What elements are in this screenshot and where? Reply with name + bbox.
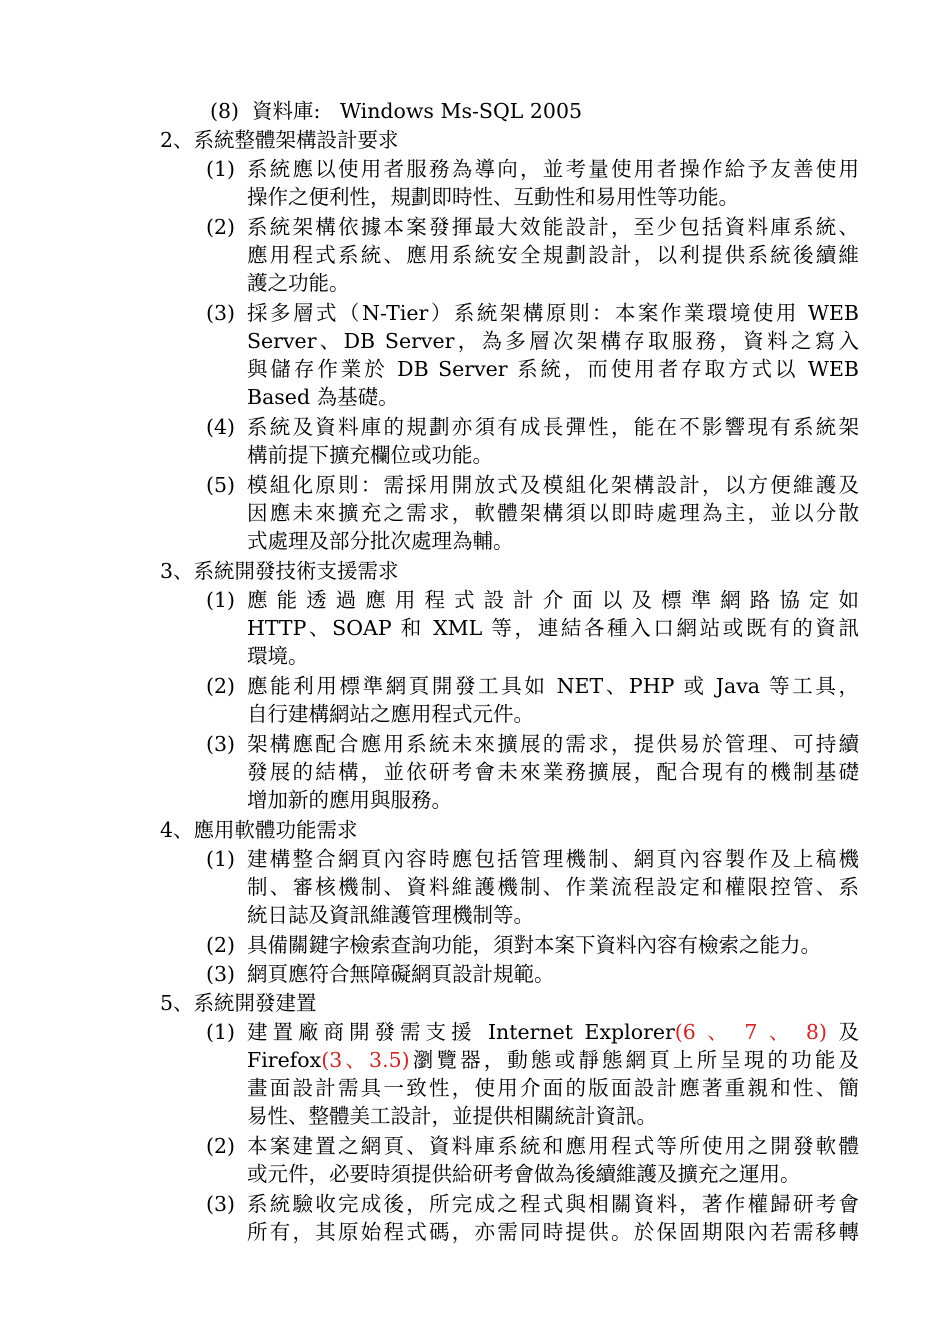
- s5-item-2-line-1: 本案建置之網頁、資料庫系統和應用程式等所使用之開發軟體: [247, 1134, 859, 1158]
- s5-item-1-line-3: 畫面設計需具一致性，使用介面的版面設計應著重親和性、簡: [247, 1076, 859, 1100]
- s3-item-1-number: (1): [206, 588, 236, 612]
- s4-item-3-number: (3): [206, 962, 236, 986]
- s2-item-2-line-1: 系統架構依據本案發揮最大效能設計，至少包括資料庫系統、: [247, 215, 859, 239]
- s5-item-3-line-2: 所有，其原始程式碼，亦需同時提供。於保固期限內若需移轉: [247, 1220, 859, 1244]
- s5-item-2-number: (2): [206, 1134, 236, 1158]
- s5-item-1-line-2-text: 瀏覽器，動態或靜態網頁上所呈現的功能及: [409, 1048, 860, 1072]
- s5-item-1-line-1-end: 及: [826, 1020, 859, 1044]
- s3-item-3-line-3: 增加新的應用與服務。: [247, 788, 452, 812]
- s3-item-2-number: (2): [206, 674, 236, 698]
- s2-item-3-line-3: 與儲存作業於 DB Server 系統，而使用者存取方式以 WEB: [247, 357, 859, 381]
- s2-item-3-line-4: Based 為基礎。: [247, 385, 399, 409]
- s2-item-4-number: (4): [206, 415, 236, 439]
- s2-item-5-line-2: 因應未來擴充之需求，軟體架構須以即時處理為主，並以分散: [247, 501, 859, 525]
- section-4-heading: 4、應用軟體功能需求: [160, 818, 358, 842]
- item-8-number: (8): [210, 99, 240, 123]
- s2-item-5-line-3: 式處理及部分批次處理為輔。: [247, 529, 514, 553]
- s3-item-3-line-2: 發展的結構，並依研考會未來業務擴展，配合現有的機制基礎: [247, 760, 859, 784]
- s4-item-1-line-2: 制、審核機制、資料維護機制、作業流程設定和權限控管、系: [247, 875, 859, 899]
- s5-item-3-number: (3): [206, 1192, 236, 1216]
- s4-item-2-number: (2): [206, 933, 236, 957]
- s5-item-1-line-1: [247, 1018, 859, 1046]
- section-2-heading: 2、系統整體架構設計要求: [160, 128, 399, 152]
- s2-item-4-line-1: 系統及資料庫的規劃亦須有成長彈性，能在不影響現有系統架: [247, 415, 859, 439]
- s5-item-1-line-2: [247, 1046, 859, 1074]
- s3-item-1-line-2: HTTP、SOAP 和 XML 等，連結各種入口網站或既有的資訊: [247, 616, 859, 640]
- s5-item-1-line-4: 易性、整體美工設計，並提供相關統計資訊。: [247, 1104, 657, 1128]
- s5-item-2-line-2: 或元件，必要時須提供給研考會做為後續維護及擴充之運用。: [247, 1162, 801, 1186]
- section-3-heading: 3、系統開發技術支援需求: [160, 559, 399, 583]
- section-5-heading: 5、系統開發建置: [160, 991, 317, 1015]
- s2-item-4-line-2: 構前提下擴充欄位或功能。: [247, 443, 493, 467]
- s2-item-2-number: (2): [206, 215, 236, 239]
- ie-versions: (6 、 7 、 8): [674, 1020, 827, 1044]
- s4-item-1-line-3: 統日誌及資訊維護管理機制等。: [247, 903, 534, 927]
- s5-item-1-line-1-text: 建置廠商開發需支援 Internet Explorer: [247, 1020, 675, 1044]
- s2-item-1-line-1: 系統應以使用者服務為導向，並考量使用者操作給予友善使用: [247, 157, 859, 181]
- s2-item-1-line-2: 操作之便利性，規劃即時性、互動性和易用性等功能。: [247, 185, 739, 209]
- s2-item-5-number: (5): [206, 473, 236, 497]
- s3-item-3-number: (3): [206, 732, 236, 756]
- s3-item-3-line-1: 架構應配合應用系統未來擴展的需求，提供易於管理、可持續: [247, 732, 859, 756]
- s2-item-5-line-1: 模組化原則：需採用開放式及模組化架構設計，以方便維護及: [247, 473, 859, 497]
- s2-item-2-line-2: 應用程式系統、應用系統安全規劃設計，以利提供系統後續維: [247, 243, 859, 267]
- item-8-text: 資料庫: Windows Ms-SQL 2005: [252, 99, 583, 123]
- s4-item-1-line-1: 建構整合網頁內容時應包括管理機制、網頁內容製作及上稿機: [247, 847, 859, 871]
- firefox-versions: (3、3.5): [321, 1048, 410, 1072]
- s2-item-3-number: (3): [206, 301, 236, 325]
- s3-item-1-line-3: 環境。: [247, 644, 309, 668]
- s2-item-3-line-2: Server、DB Server，為多層次架構存取服務，資料之寫入: [247, 329, 859, 353]
- s5-item-1-number: (1): [206, 1020, 236, 1044]
- s2-item-2-line-3: 護之功能。: [247, 271, 350, 295]
- s3-item-2-line-2: 自行建構網站之應用程式元件。: [247, 702, 534, 726]
- s2-item-1-number: (1): [206, 157, 236, 181]
- s3-item-1-line-1: 應能透過應用程式設計介面以及標準網路協定如: [247, 588, 859, 612]
- s4-item-3-line-1: 網頁應符合無障礙網頁設計規範。: [247, 962, 555, 986]
- s4-item-2-line-1: 具備關鍵字檢索查詢功能，須對本案下資料內容有檢索之能力。: [247, 933, 821, 957]
- s4-item-1-number: (1): [206, 847, 236, 871]
- firefox-label: Firefox: [247, 1048, 322, 1072]
- s2-item-3-line-1: 採多層式（N-Tier）系統架構原則：本案作業環境使用 WEB: [247, 301, 859, 325]
- s5-item-3-line-1: 系統驗收完成後，所完成之程式與相關資料，著作權歸研考會: [247, 1192, 859, 1216]
- s3-item-2-line-1: 應能利用標準網頁開發工具如 NET、PHP 或 Java 等工具，: [247, 674, 859, 698]
